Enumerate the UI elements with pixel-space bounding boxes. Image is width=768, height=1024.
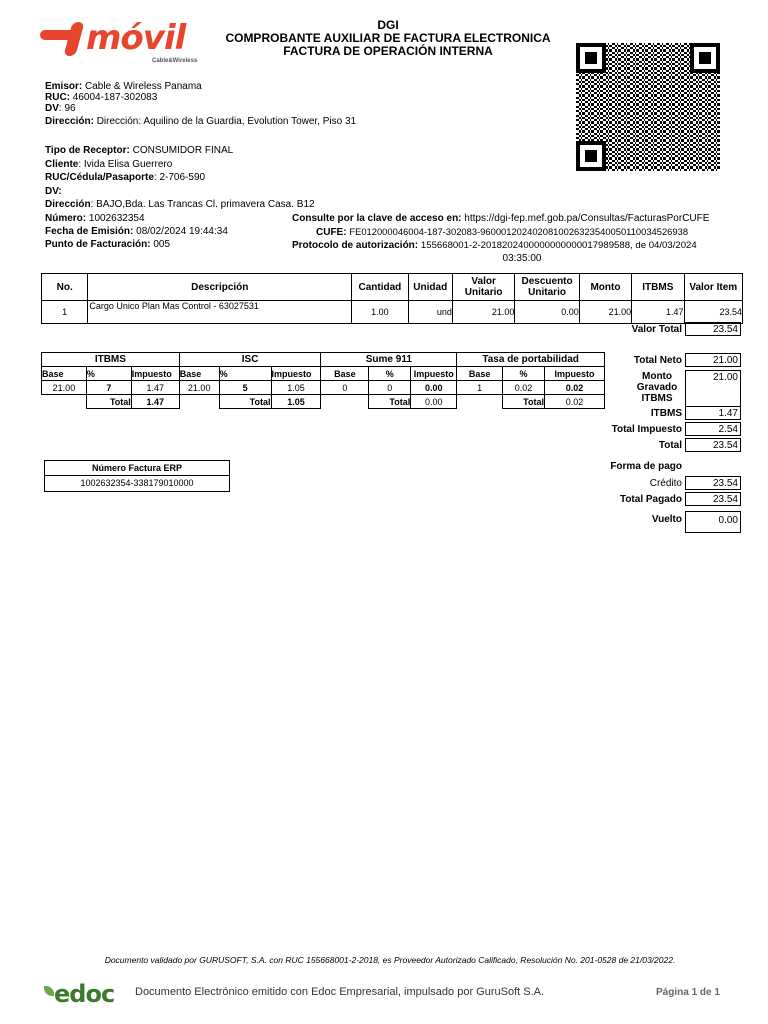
brand-word: móvil — [86, 18, 186, 58]
col-no: No. — [42, 274, 88, 301]
total-pagado-value: 23.54 — [685, 492, 741, 506]
tax-sub-header: % — [86, 367, 131, 381]
qr-code — [576, 43, 720, 171]
total-neto-label: Total Neto — [633, 355, 682, 366]
emisor-dir-value: Dirección: Aquilino de la Guardia, Evolution Tower, Piso 31 — [96, 116, 357, 127]
title-factura: FACTURA DE OPERACIÓN INTERNA — [283, 44, 493, 58]
tax-group-itbms: ITBMS — [42, 353, 180, 367]
page-number: Página 1 de 1 — [656, 987, 720, 998]
valor-total-value: 23.54 — [685, 322, 741, 336]
col-valor-item: Valor Item — [684, 274, 742, 301]
numero-label: Número: — [45, 213, 87, 224]
tax-subheader-row — [42, 367, 605, 381]
tax-cell: 0.00 — [411, 381, 457, 395]
total-impuesto-value: 2.54 — [685, 422, 741, 436]
monto-gravado-value: 21.00 — [685, 370, 741, 406]
credito-label: Crédito — [649, 478, 682, 489]
tax-cell: 0.02 — [545, 381, 605, 395]
brand-sub: Cable&Wireless — [152, 58, 198, 64]
col-unidad: Unidad — [408, 274, 452, 301]
ruc-label: RUC: — [45, 92, 70, 103]
items-table — [41, 273, 743, 324]
vuelto-value: 0.00 — [685, 511, 741, 533]
protocolo-label: Protocolo de autorización: — [292, 240, 419, 251]
tax-cell: 7 — [86, 381, 131, 395]
protocolo-time: 03:35:00 — [502, 253, 542, 264]
punto-label: Punto de Facturación: — [45, 239, 151, 250]
cell-descripcion: Cargo Unico Plan Mas Control - 63027531 — [88, 301, 352, 324]
tax-cell: 1.05 — [271, 381, 321, 395]
col-valor-unitario: Valor Unitario — [452, 274, 514, 301]
valor-total-label: Valor Total — [631, 324, 682, 335]
tax-table — [41, 352, 605, 409]
emisor-dir-label: Dirección: — [45, 116, 94, 127]
tax-sub-header: Base — [179, 367, 219, 381]
receptor-dir-label: Dirección — [45, 199, 91, 210]
credito-value: 23.54 — [685, 476, 741, 490]
monto-gravado-label-1: Monto — [642, 371, 672, 382]
col-descuento-unitario: Descuento Unitario — [515, 274, 579, 301]
tax-cell: 5 — [219, 381, 271, 395]
ruc-value: 46004-187-302083 — [72, 92, 158, 103]
tax-sub-header: % — [369, 367, 411, 381]
leaf-icon — [44, 986, 54, 996]
edoc-wordmark: edoc — [54, 980, 115, 1008]
tax-sub-header: Base — [321, 367, 369, 381]
tax-total-label: Total — [369, 395, 411, 409]
tax-total-portabilidad: 0.02 — [545, 395, 605, 409]
consulte-label: Consulte por la clave de acceso en: — [292, 213, 462, 224]
tax-sub-header: Base — [42, 367, 87, 381]
cufe-label: CUFE: — [316, 227, 347, 238]
total-impuesto-label: Total Impuesto — [611, 424, 682, 435]
tipo-receptor-label: Tipo de Receptor: — [45, 145, 130, 156]
tax-sub-header: % — [219, 367, 271, 381]
cell-valor-item: 23.54 — [684, 301, 742, 324]
forma-pago-label: Forma de pago — [610, 461, 682, 472]
tax-cell: 21.00 — [42, 381, 87, 395]
validation-note: Documento validado por GURUSOFT, S.A. con RUC 155668001-2-2018, es Proveedor Autorizado Calificado, Resolución No. 201-0528 de 21/03/2022. — [104, 955, 676, 965]
tax-total-isc: 1.05 — [271, 395, 321, 409]
movil-logo — [40, 18, 220, 70]
cell-cantidad: 1.00 — [352, 301, 408, 324]
erp-header: Número Factura ERP — [44, 460, 230, 476]
tax-sub-header: Impuesto — [411, 367, 457, 381]
table-row — [42, 301, 743, 324]
emitted-note: Documento Electrónico emitido con Edoc Empresarial, impulsado por GuruSoft S.A. — [135, 986, 545, 998]
tax-group-isc: ISC — [179, 353, 321, 367]
title-comprobante: COMPROBANTE AUXILIAR DE FACTURA ELECTRONICA — [225, 31, 551, 45]
cell-descuento-unitario: 0.00 — [515, 301, 579, 324]
total-value: 23.54 — [685, 438, 741, 452]
tax-cell: 1.47 — [131, 381, 179, 395]
tax-sub-header: % — [503, 367, 545, 381]
total-neto-value: 21.00 — [685, 353, 741, 367]
itbms-label: ITBMS — [650, 408, 682, 419]
monto-gravado-label-2: Gravado — [636, 382, 678, 393]
ruc-cedula-label: RUC/Cédula/Pasaporte — [45, 172, 154, 183]
dv-value: : 96 — [58, 103, 76, 114]
tax-total-label: Total — [219, 395, 271, 409]
col-monto: Monto — [579, 274, 631, 301]
receptor-dir-value: : BAJO,Bda. Las Trancas Cl. primavera Casa. B12 — [90, 199, 315, 210]
tax-cell: 1 — [457, 381, 503, 395]
tax-cell: 0.02 — [503, 381, 545, 395]
numero-value: 1002632354 — [88, 213, 145, 224]
receptor-dv-label: DV: — [45, 185, 62, 197]
ruc-cedula-value: : 2-706-590 — [153, 172, 206, 183]
col-descripcion: Descripción — [88, 274, 352, 301]
tipo-receptor-value: CONSUMIDOR FINAL — [132, 145, 234, 156]
cliente-value: : Ivida Elisa Guerrero — [78, 158, 173, 170]
tax-sub-header: Base — [457, 367, 503, 381]
itbms-value: 1.47 — [685, 406, 741, 420]
tax-total-label: Total — [503, 395, 545, 409]
erp-value: 1002632354-338179010000 — [44, 476, 230, 492]
title-dgi: DGI — [377, 18, 399, 32]
fecha-label: Fecha de Emisión: — [45, 226, 134, 237]
monto-gravado-label-3: ITBMS — [641, 393, 673, 404]
col-cantidad: Cantidad — [352, 274, 408, 301]
consulte-link[interactable]: https://dgi-fep.mef.gob.pa/Consultas/FacturasPorCUFE — [464, 213, 710, 224]
cell-no: 1 — [42, 301, 88, 324]
tax-sub-header: Impuesto — [271, 367, 321, 381]
emisor-value: Cable & Wireless Panama — [85, 81, 202, 92]
tax-cell: 0 — [321, 381, 369, 395]
protocolo-value: 155668001-2-2018202400000000000017989588, de 04/03/2024 — [420, 240, 697, 251]
tax-total-row — [42, 395, 605, 409]
col-itbms: ITBMS — [632, 274, 684, 301]
tax-group-row — [42, 353, 605, 367]
cell-itbms: 1.47 — [632, 301, 684, 324]
tax-sub-header: Impuesto — [131, 367, 179, 381]
tax-cell: 0 — [369, 381, 411, 395]
cell-unidad: und — [408, 301, 452, 324]
tax-value-row — [42, 381, 605, 395]
cell-monto: 21.00 — [579, 301, 631, 324]
edoc-logo — [42, 980, 114, 1010]
items-header-row — [42, 274, 743, 301]
erp-box — [44, 460, 230, 492]
tax-sub-header: Impuesto — [545, 367, 605, 381]
fecha-value: 08/02/2024 19:44:34 — [136, 226, 228, 237]
dv-label: DV — [45, 103, 59, 114]
total-label: Total — [658, 440, 682, 451]
tax-total-label: Total — [86, 395, 131, 409]
cufe-value: FE012000046004-187-302083-9600012024020810026323540050110034526938 — [349, 226, 689, 237]
vuelto-label: Vuelto — [651, 514, 682, 525]
tax-total-sume: 0.00 — [411, 395, 457, 409]
emisor-label: Emisor: — [45, 81, 83, 92]
tax-group-sume911: Sume 911 — [321, 353, 457, 367]
total-pagado-label: Total Pagado — [619, 494, 682, 505]
tax-total-itbms: 1.47 — [131, 395, 179, 409]
punto-value: 005 — [153, 239, 171, 250]
tax-group-portabilidad: Tasa de portabilidad — [457, 353, 605, 367]
cliente-label: Cliente — [45, 158, 79, 170]
tax-cell: 21.00 — [179, 381, 219, 395]
cell-valor-unitario: 21.00 — [452, 301, 514, 324]
